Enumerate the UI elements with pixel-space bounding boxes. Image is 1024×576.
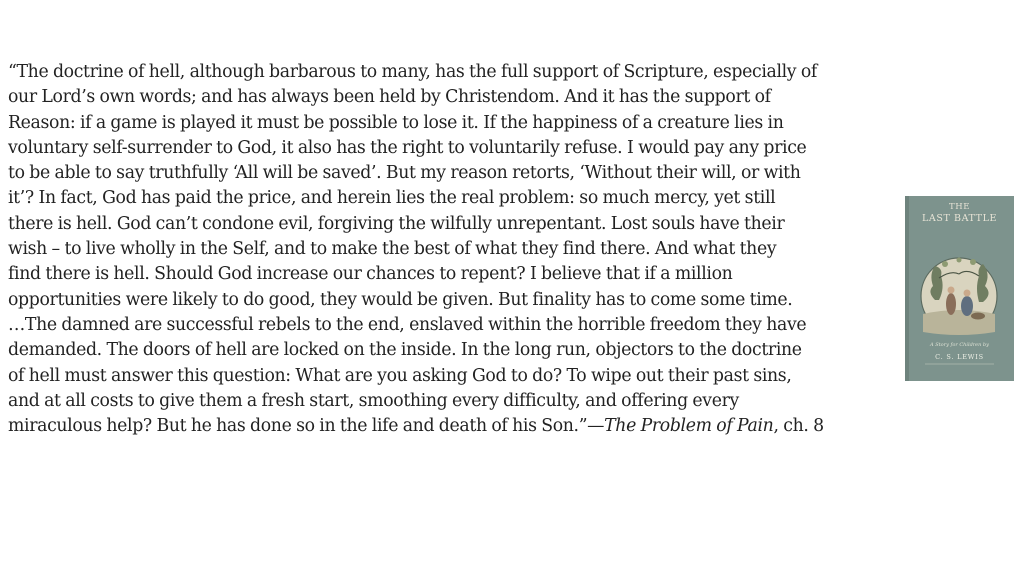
book-title-line-2: LAST BATTLE (921, 213, 998, 224)
quote-line: to be able to say truthfully ‘All will be saved’. But my reason retorts, ‘Without their will, or with (8, 163, 801, 184)
quote-line-end: miraculous help? But he has done so in the life and death of his Son.”— (8, 416, 605, 437)
quote-line: wish – to live wholly in the Self, and to make the best of what they find there. And what they (8, 239, 777, 260)
source-chapter: , ch. 8 (773, 416, 824, 437)
book-subtitle: A Story for Children by (930, 342, 989, 348)
quote-line: our Lord’s own words; and has always been held by Christendom. And it has the support of (8, 87, 771, 108)
quote-line: voluntary self-surrender to God, it also has the right to voluntarily refuse. I would pay any price (8, 137, 807, 158)
quote-line: “The doctrine of hell, although barbarous to many, has the full support of Scripture, especially of (8, 62, 817, 82)
quote-line: there is hell. God can’t condone evil, forgiving the wilfully unrepentant. Lost souls have their (8, 213, 785, 234)
quote-text (8, 60, 904, 439)
book-title-line-1: THE (948, 202, 971, 212)
quote-line: it’? In fact, God has paid the price, and herein lies the real problem: so much mercy, yet still (8, 188, 776, 209)
book-author: C. S. LEWIS (935, 353, 984, 361)
quote-line: opportunities were likely to do good, they would be given. But finality has to come some time. (8, 289, 793, 310)
quote-line: find there is hell. Should God increase our chances to repent? I believe that if a million (8, 264, 733, 285)
quote-line: demanded. The doors of hell are locked on the inside. In the long run, objectors to the doctrine (8, 340, 802, 361)
quote-line: Reason: if a game is played it must be possible to lose it. If the happiness of a creature lies in (8, 112, 784, 133)
quote-line: of hell must answer this question: What are you asking God to do? To wipe out their past sins, (8, 365, 792, 386)
book-cover-image (905, 196, 1014, 381)
source-title: The Problem of Pain (604, 416, 774, 437)
quote-line: …The damned are successful rebels to the end, enslaved within the horrible freedom they have (8, 314, 807, 335)
quote-line: and at all costs to give them a fresh start, smoothing every difficulty, and offering every (8, 390, 739, 411)
quote-last-line (8, 414, 904, 439)
